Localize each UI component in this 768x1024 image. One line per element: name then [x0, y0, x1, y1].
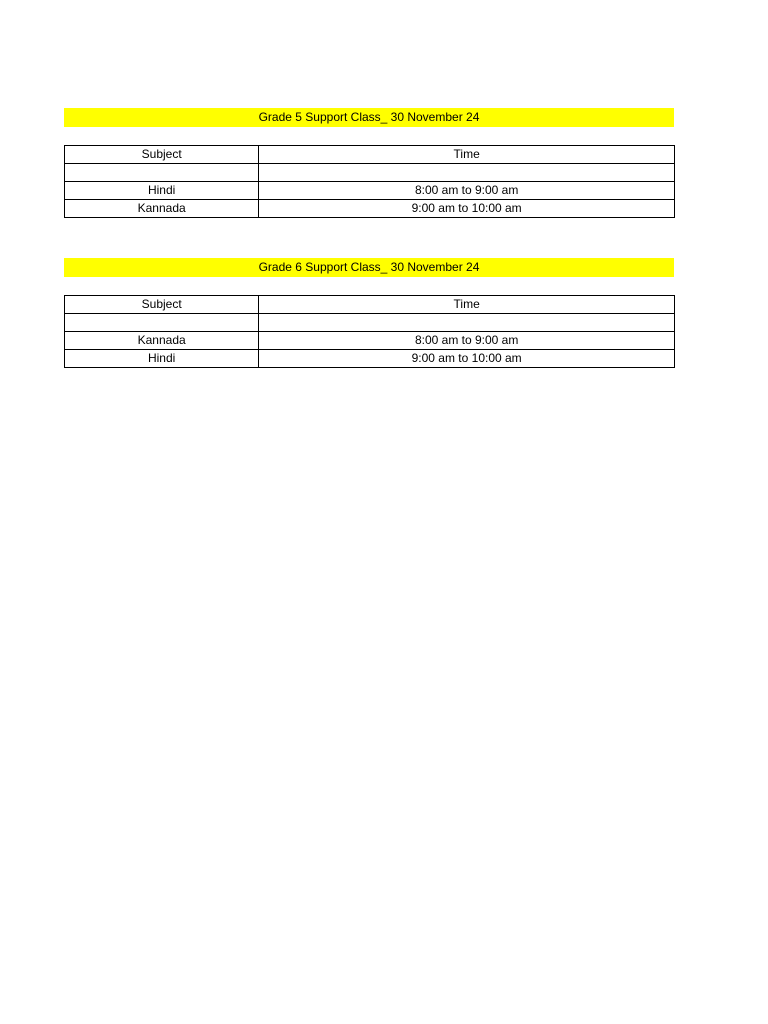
column-header-subject: Subject	[65, 146, 259, 164]
subject-cell	[65, 164, 259, 182]
subject-cell	[65, 314, 259, 332]
time-cell: 9:00 am to 10:00 am	[259, 200, 675, 218]
grade-6-section	[64, 258, 674, 368]
section-title-banner: Grade 5 Support Class_ 30 November 24	[64, 108, 674, 127]
subject-cell: Kannada	[65, 332, 259, 350]
time-cell	[259, 164, 675, 182]
table-row	[65, 182, 675, 200]
schedule-table	[64, 145, 675, 218]
table-header-row	[65, 296, 675, 314]
table-row	[65, 332, 675, 350]
subject-cell: Kannada	[65, 200, 259, 218]
time-cell: 8:00 am to 9:00 am	[259, 182, 675, 200]
table-row	[65, 314, 675, 332]
time-cell: 8:00 am to 9:00 am	[259, 332, 675, 350]
table-row	[65, 164, 675, 182]
time-cell: 9:00 am to 10:00 am	[259, 350, 675, 368]
subject-cell: Hindi	[65, 182, 259, 200]
column-header-time: Time	[259, 146, 675, 164]
section-title-banner: Grade 6 Support Class_ 30 November 24	[64, 258, 674, 277]
table-header-row	[65, 146, 675, 164]
column-header-time: Time	[259, 296, 675, 314]
table-row	[65, 350, 675, 368]
grade-5-section	[64, 108, 674, 218]
subject-cell: Hindi	[65, 350, 259, 368]
time-cell	[259, 314, 675, 332]
schedule-table	[64, 295, 675, 368]
column-header-subject: Subject	[65, 296, 259, 314]
table-row	[65, 200, 675, 218]
